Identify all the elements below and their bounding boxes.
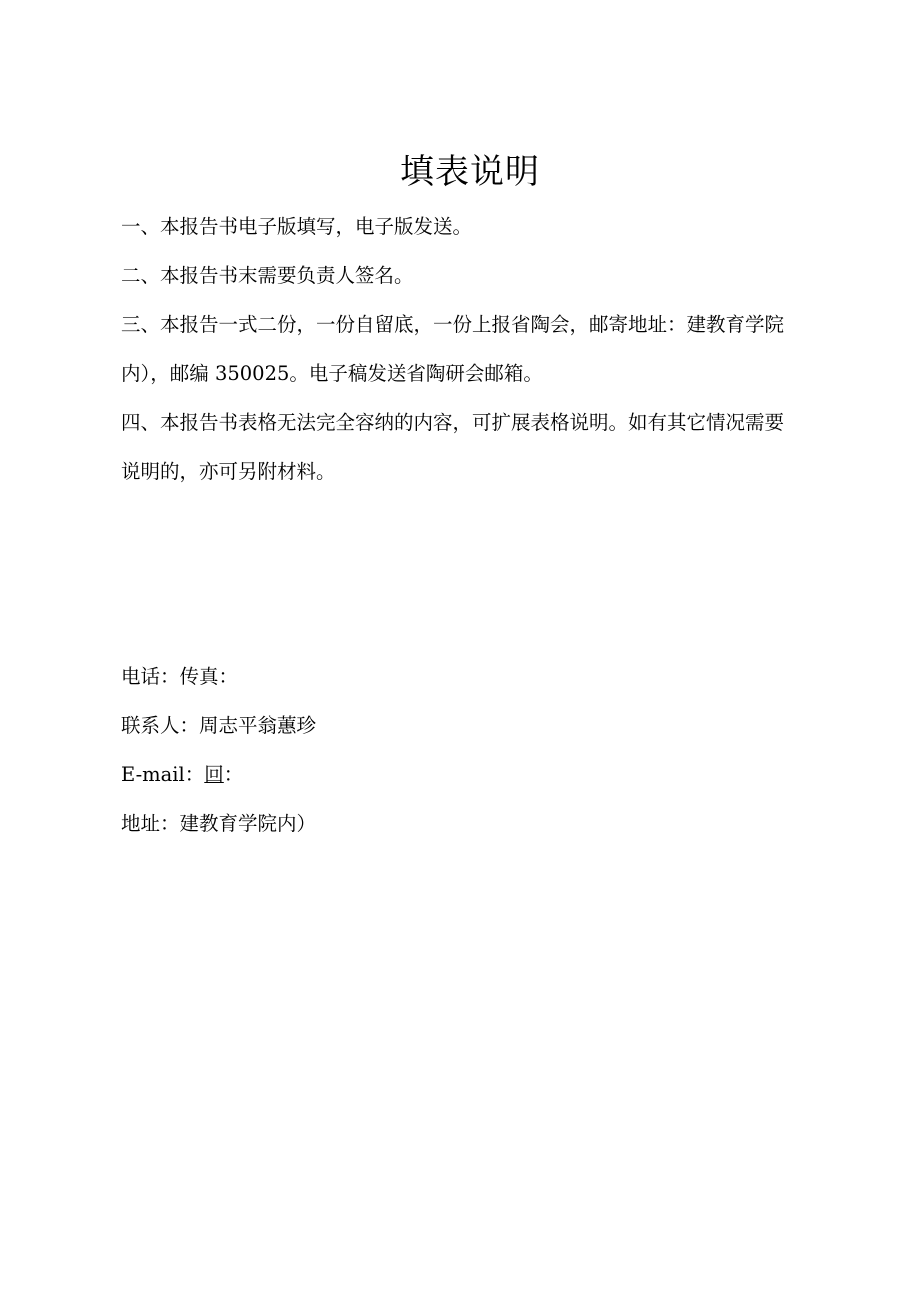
instruction-item-3 <box>121 300 861 398</box>
instruction-line: 内），邮编 350025。电子稿发送省陶研会邮箱。 <box>121 362 543 385</box>
instruction-item-2 <box>121 251 861 300</box>
email-line <box>121 750 821 799</box>
email-suffix: ： <box>223 763 244 786</box>
instructions-list <box>121 202 861 496</box>
email-label: E-mail： <box>121 763 205 786</box>
instruction-line: 四、本报告书表格无法完全容纳的内容，可扩展表格说明。如有其它情况需要 <box>121 411 785 434</box>
phone-fax-line: 电话：传真： <box>121 665 239 688</box>
instruction-line: 二、本报告书末需要负责人签名。 <box>121 264 414 287</box>
instruction-item-4 <box>121 398 861 496</box>
address-line: 地址：建教育学院内） <box>121 812 317 835</box>
instruction-line: 三、本报告一式二份，一份自留底，一份上报省陶会，邮寄地址：建教育学院 <box>121 313 785 336</box>
instruction-line: 一、本报告书电子版填写，电子版发送。 <box>121 215 473 238</box>
instruction-item-1 <box>121 202 861 251</box>
contact-person-line: 联系人：周志平翁蕙珍 <box>121 714 317 737</box>
email-link[interactable]: 回 <box>204 763 224 786</box>
contact-block <box>121 652 821 848</box>
page-title: 填表说明 <box>400 152 540 192</box>
instruction-line: 说明的，亦可另附材料。 <box>121 460 336 483</box>
